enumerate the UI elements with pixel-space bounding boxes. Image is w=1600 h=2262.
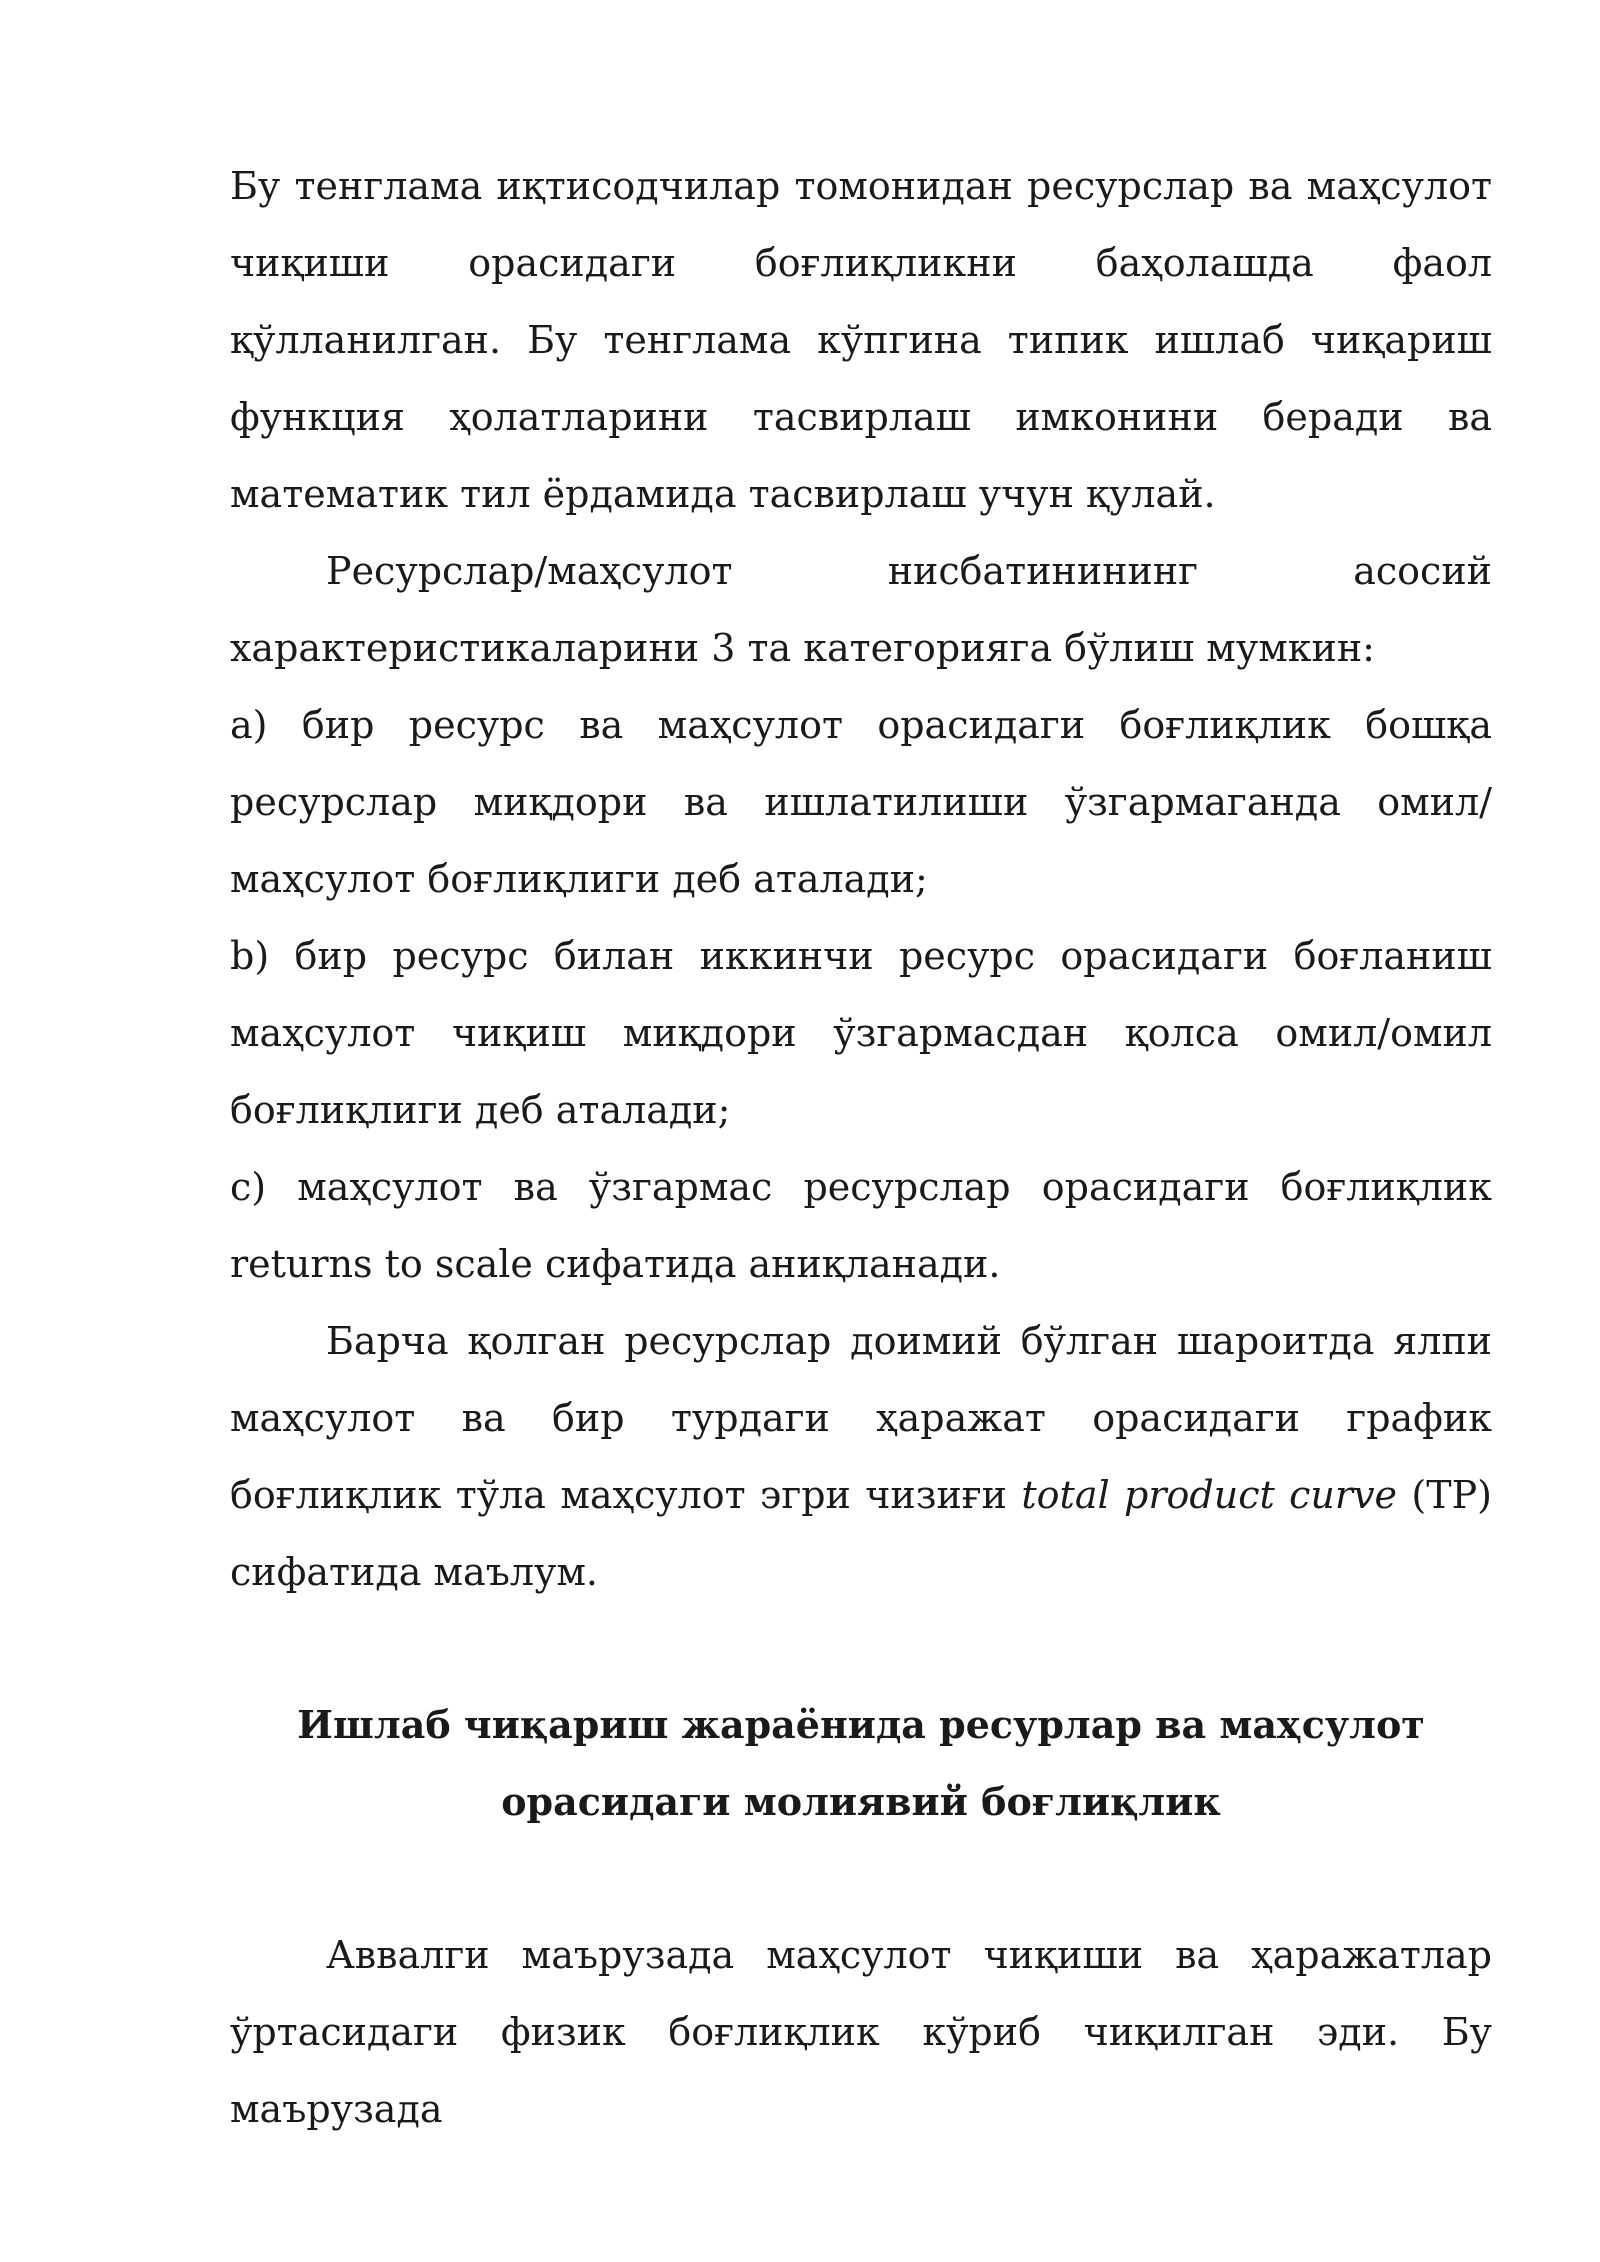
paragraph-total-product: [230, 1303, 1492, 1611]
paragraph-intro: Бу тенглама иқтисодчилар томонидан ресурслар ва маҳсулот чиқиши орасидаги боғлиқликни баҳолашда фаол қўлланилган. Бу тенглама кўпгина типик ишлаб чиқариш функция ҳолатларини тасвирлаш имконини беради ва математик тил ёрдамида тасвирлаш учун қулай.: [230, 164, 1492, 516]
total-product-term: total product curve: [1021, 1473, 1398, 1517]
paragraph-categories: Ресурслар/маҳсулот нисбатинининг асосий характеристикаларини 3 та категорияга бўлиш мумкин:: [230, 549, 1492, 670]
list-item-a: а) бир ресурс ва маҳсулот орасидаги боғлиқлик бошқа ресурслар миқдори ва ишлатилиши ўзгармаганда омил/маҳсулот боғлиқлиги деб аталади;: [230, 703, 1492, 901]
list-item-c: c) маҳсулот ва ўзгармас ресурслар орасидаги боғлиқлик returns to scale сифатида аниқланади.: [230, 1165, 1492, 1286]
total-product-text-end: (TP) сифатида маълум.: [230, 1473, 1492, 1594]
total-product-text-start: Барча қолган ресурслар доимий бўлган шароитда ялпи маҳсулот ва бир турдаги ҳаражат орасидаги график боғлиқлик тўла маҳсулот эгри чизиғи: [230, 1319, 1492, 1517]
list-item-b: b) бир ресурс билан иккинчи ресурс орасидаги боғланиш маҳсулот чиқиш миқдори ўзгармасдан қолса омил/омил боғлиқлиги деб аталади;: [230, 934, 1492, 1132]
paragraph-previous-lecture: Аввалги маърузада маҳсулот чиқиши ва ҳаражатлар ўртасидаги физик боғлиқлик кўриб чиқилган эди. Бу маърузада: [230, 1933, 1492, 2131]
section-heading: Ишлаб чиқариш жараёнида ресурлар ва маҳсулот орасидаги молиявий боғлиқлик: [297, 1702, 1425, 1824]
document-page: [230, 148, 1492, 2148]
